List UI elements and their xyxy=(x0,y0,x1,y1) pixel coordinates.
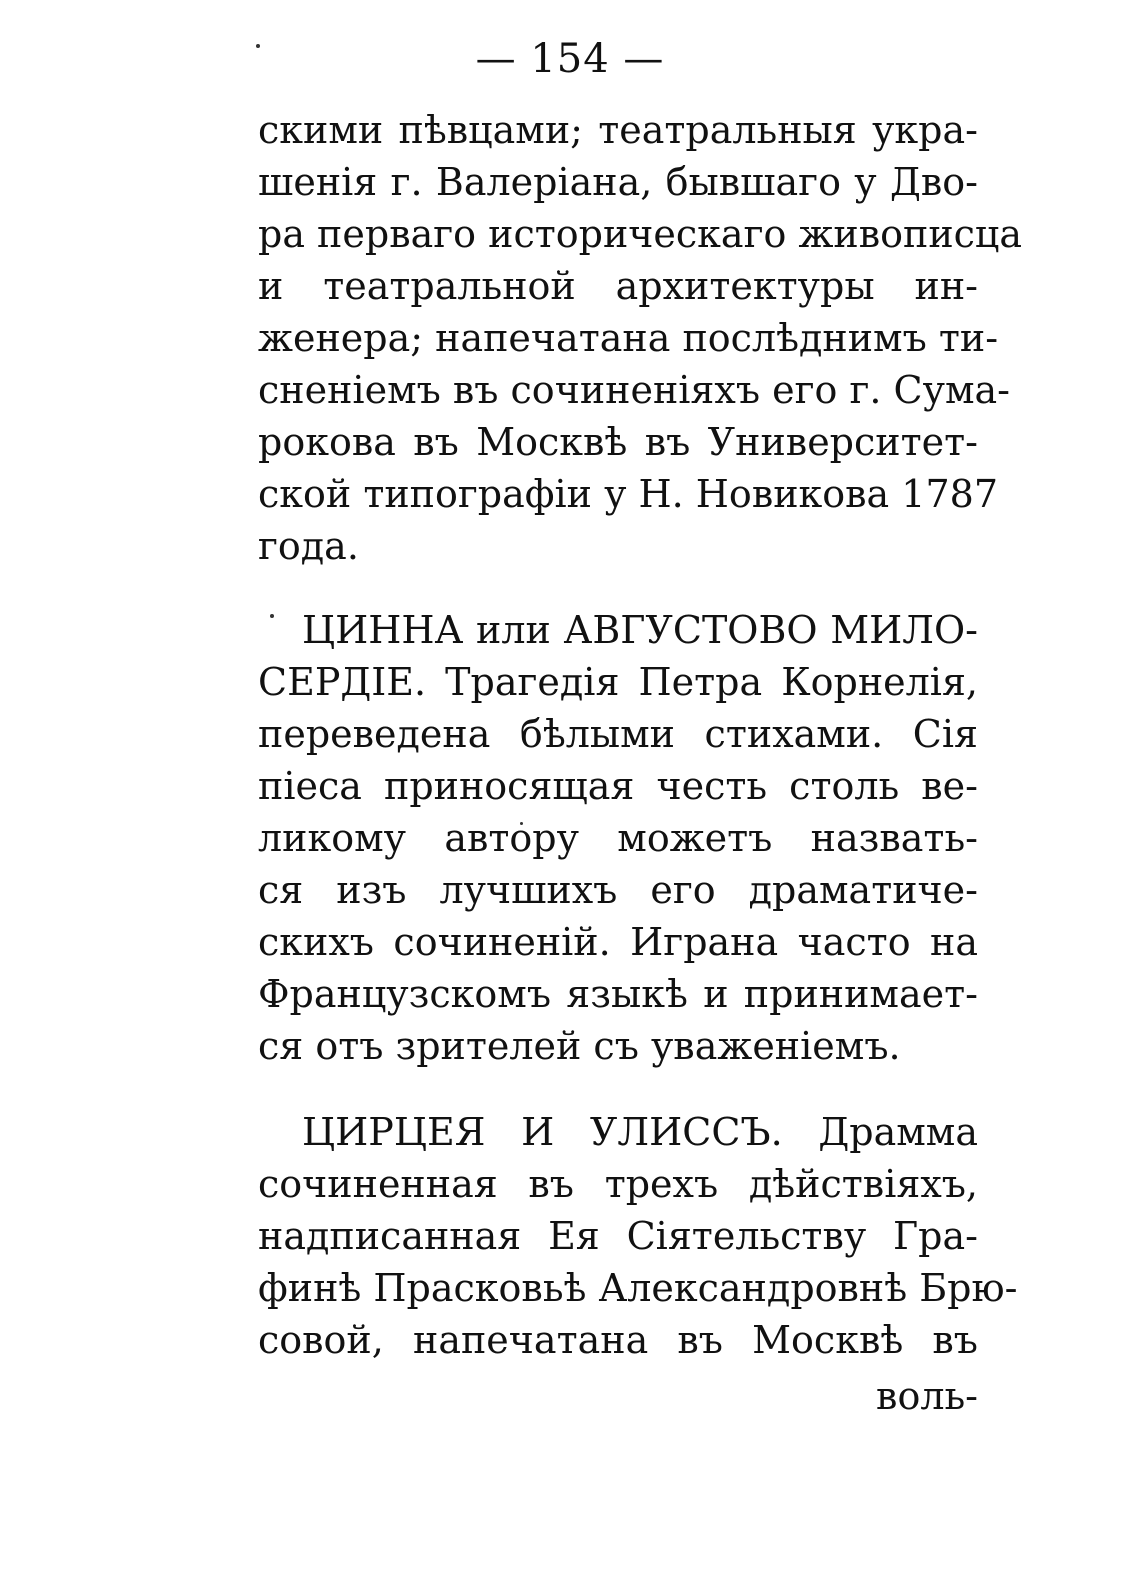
text-line: финѣ Прасковьѣ Александровнѣ Брю- xyxy=(258,1266,1018,1310)
text-line: Французскомъ языкѣ и принимает- xyxy=(258,972,978,1016)
text-line: СЕРДІЕ. Трагедія Петра Корнелія, xyxy=(258,660,978,704)
entry-cinna xyxy=(258,604,978,1072)
text-line: совой, напечатана въ Москвѣ въ xyxy=(258,1318,978,1362)
text-line: ся отъ зрителей съ уваженіемъ. xyxy=(258,1024,901,1068)
text-line: скихъ сочиненій. Играна часто на xyxy=(258,920,978,964)
text-line: года. xyxy=(258,524,359,568)
entry-circe-and-ulysses xyxy=(258,1106,1018,1422)
text-line: ся изъ лучшихъ его драматиче- xyxy=(258,868,978,912)
text-line: женера; напечатана послѣднимъ ти- xyxy=(258,316,999,360)
text-line: піеса приносящая честь столь ве- xyxy=(258,764,978,808)
entry-heading-line: ЦИРЦЕЯ И УЛИССЪ. Драмма xyxy=(302,1110,978,1154)
text-line: шенія г. Валеріана, бывшаго у Дво- xyxy=(258,160,978,204)
text-line: и театральной архитектуры ин- xyxy=(258,264,978,308)
text-line: ликому автору можетъ назвать- xyxy=(258,816,978,860)
text-line: надписанная Ея Сіятельству Гра- xyxy=(258,1214,978,1258)
catchword: воль- xyxy=(876,1374,978,1418)
text-line: сочиненная въ трехъ дѣйствіяхъ, xyxy=(258,1162,978,1206)
page-number: — 154 — xyxy=(475,36,665,82)
entry-heading-line: ЦИННА или АВГУСТОВО МИЛО- xyxy=(302,608,978,652)
text-line: ра перваго историческаго живописца xyxy=(258,212,1023,256)
text-line: скими пѣвцами; театральныя укра- xyxy=(258,108,978,152)
text-line: сненіемъ въ сочиненіяхъ его г. Сума- xyxy=(258,368,1011,412)
text-line: ской типографіи у Н. Новикова 1787 xyxy=(258,472,998,516)
paragraph-continuation xyxy=(258,104,1023,572)
text-line: переведена бѣлыми стихами. Сія xyxy=(258,712,978,756)
text-line: рокова въ Москвѣ въ Университет- xyxy=(258,420,978,464)
